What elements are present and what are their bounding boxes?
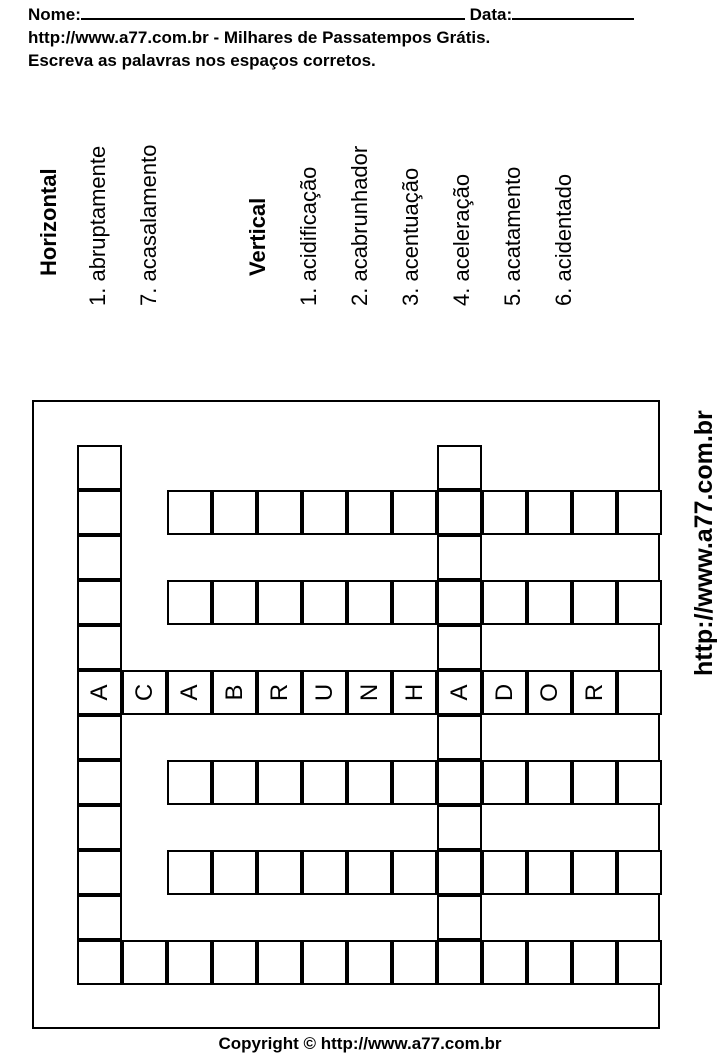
grid-cell[interactable] (392, 850, 437, 895)
grid-cell[interactable] (437, 895, 482, 940)
grid-cell[interactable] (347, 760, 392, 805)
grid-cell[interactable] (302, 580, 347, 625)
grid-cell[interactable] (167, 940, 212, 985)
grid-cell[interactable] (212, 850, 257, 895)
grid-cell[interactable] (572, 580, 617, 625)
grid-cell[interactable] (437, 625, 482, 670)
vertical-clue-4: 4. aceleração (449, 173, 474, 306)
name-field[interactable] (81, 4, 465, 20)
grid-letter: A (175, 684, 203, 701)
grid-cell[interactable] (302, 490, 347, 535)
grid-cell[interactable] (437, 940, 482, 985)
grid-cell[interactable] (392, 490, 437, 535)
grid-cell[interactable] (527, 490, 572, 535)
grid-letter: R (265, 683, 293, 702)
grid-cell[interactable] (482, 490, 527, 535)
vertical-title: Vertical (245, 197, 270, 276)
grid-cell[interactable] (617, 760, 662, 805)
grid-cell[interactable] (212, 760, 257, 805)
grid-cell[interactable] (77, 580, 122, 625)
grid-cell[interactable] (167, 580, 212, 625)
grid-cell[interactable] (212, 490, 257, 535)
grid-letter: B (220, 684, 248, 701)
grid-cell[interactable] (617, 490, 662, 535)
grid-cell[interactable] (347, 940, 392, 985)
horizontal-clue-7: 7. acasalamento (136, 144, 161, 306)
grid-cell[interactable] (527, 760, 572, 805)
grid-cell[interactable] (212, 580, 257, 625)
vertical-clue-6: 6. acidentado (551, 173, 576, 306)
side-url: http://www.a77.com.br (690, 410, 718, 676)
vertical-clue-1: 1. acidificação (296, 166, 321, 306)
grid-cell[interactable] (77, 850, 122, 895)
grid-letter: A (85, 684, 113, 701)
vertical-clue-3: 3. acentuação (398, 167, 423, 306)
grid-cell[interactable] (77, 895, 122, 940)
grid-cell[interactable] (77, 490, 122, 535)
grid-cell[interactable] (167, 760, 212, 805)
grid-cell[interactable] (437, 715, 482, 760)
grid-cell[interactable] (437, 850, 482, 895)
grid-cell[interactable] (482, 940, 527, 985)
grid-cell[interactable] (437, 490, 482, 535)
grid-cell[interactable] (392, 760, 437, 805)
grid-cell[interactable] (392, 580, 437, 625)
date-label: Data: (469, 5, 513, 24)
grid-cell[interactable] (257, 490, 302, 535)
grid-cell[interactable] (122, 940, 167, 985)
date-field[interactable] (512, 4, 634, 20)
name-date-line (28, 4, 634, 25)
grid-cell[interactable] (77, 715, 122, 760)
instructions: Escreva as palavras nos espaços corretos. (28, 51, 376, 70)
grid-letter: O (535, 683, 563, 702)
grid-cell[interactable] (437, 805, 482, 850)
site-line: http://www.a77.com.br - Milhares de Passatempos Grátis. (28, 28, 491, 47)
grid-cell[interactable] (302, 760, 347, 805)
grid-cell[interactable] (482, 850, 527, 895)
grid-cell[interactable] (617, 670, 662, 715)
grid-cell[interactable] (77, 940, 122, 985)
grid-letter: H (400, 683, 428, 702)
horizontal-title: Horizontal (36, 168, 61, 276)
grid-cell[interactable] (347, 850, 392, 895)
grid-letter: U (310, 683, 338, 702)
grid-cell[interactable] (617, 850, 662, 895)
grid-cell[interactable] (527, 850, 572, 895)
grid-cell[interactable] (572, 490, 617, 535)
grid-cell[interactable] (482, 580, 527, 625)
vertical-clue-2: 2. acabrunhador (347, 145, 372, 306)
grid-cell[interactable] (482, 760, 527, 805)
grid-cell[interactable] (437, 760, 482, 805)
name-label: Nome: (28, 5, 81, 24)
grid-cell[interactable] (77, 625, 122, 670)
grid-cell[interactable] (527, 580, 572, 625)
grid-cell[interactable] (257, 850, 302, 895)
grid-cell[interactable] (347, 580, 392, 625)
grid-letter: A (445, 684, 473, 701)
footer-copyright: Copyright © http://www.a77.com.br (218, 1034, 502, 1053)
grid-cell[interactable] (257, 760, 302, 805)
grid-cell[interactable] (257, 940, 302, 985)
grid-cell[interactable] (572, 760, 617, 805)
grid-cell[interactable] (437, 535, 482, 580)
grid-cell[interactable] (77, 445, 122, 490)
grid-cell[interactable] (302, 850, 347, 895)
grid-cell[interactable] (392, 940, 437, 985)
grid-cell[interactable] (617, 940, 662, 985)
grid-letter: C (130, 683, 158, 702)
grid-cell[interactable] (167, 850, 212, 895)
grid-cell[interactable] (257, 580, 302, 625)
grid-cell[interactable] (77, 805, 122, 850)
grid-cell[interactable] (347, 490, 392, 535)
grid-cell[interactable] (77, 535, 122, 580)
horizontal-clue-1: 1. abruptamente (85, 145, 110, 306)
grid-cell[interactable] (302, 940, 347, 985)
grid-letter: N (355, 683, 383, 702)
grid-cell[interactable] (617, 580, 662, 625)
grid-cell[interactable] (527, 940, 572, 985)
grid-cell[interactable] (167, 490, 212, 535)
grid-cell[interactable] (572, 940, 617, 985)
vertical-clue-5: 5. acatamento (500, 166, 525, 306)
grid-letter: D (490, 683, 518, 702)
grid-cell[interactable] (437, 445, 482, 490)
grid-cell[interactable] (212, 940, 257, 985)
grid-cell[interactable] (77, 760, 122, 805)
grid-letter: R (580, 683, 608, 702)
grid-cell[interactable] (572, 850, 617, 895)
grid-cell[interactable] (437, 580, 482, 625)
